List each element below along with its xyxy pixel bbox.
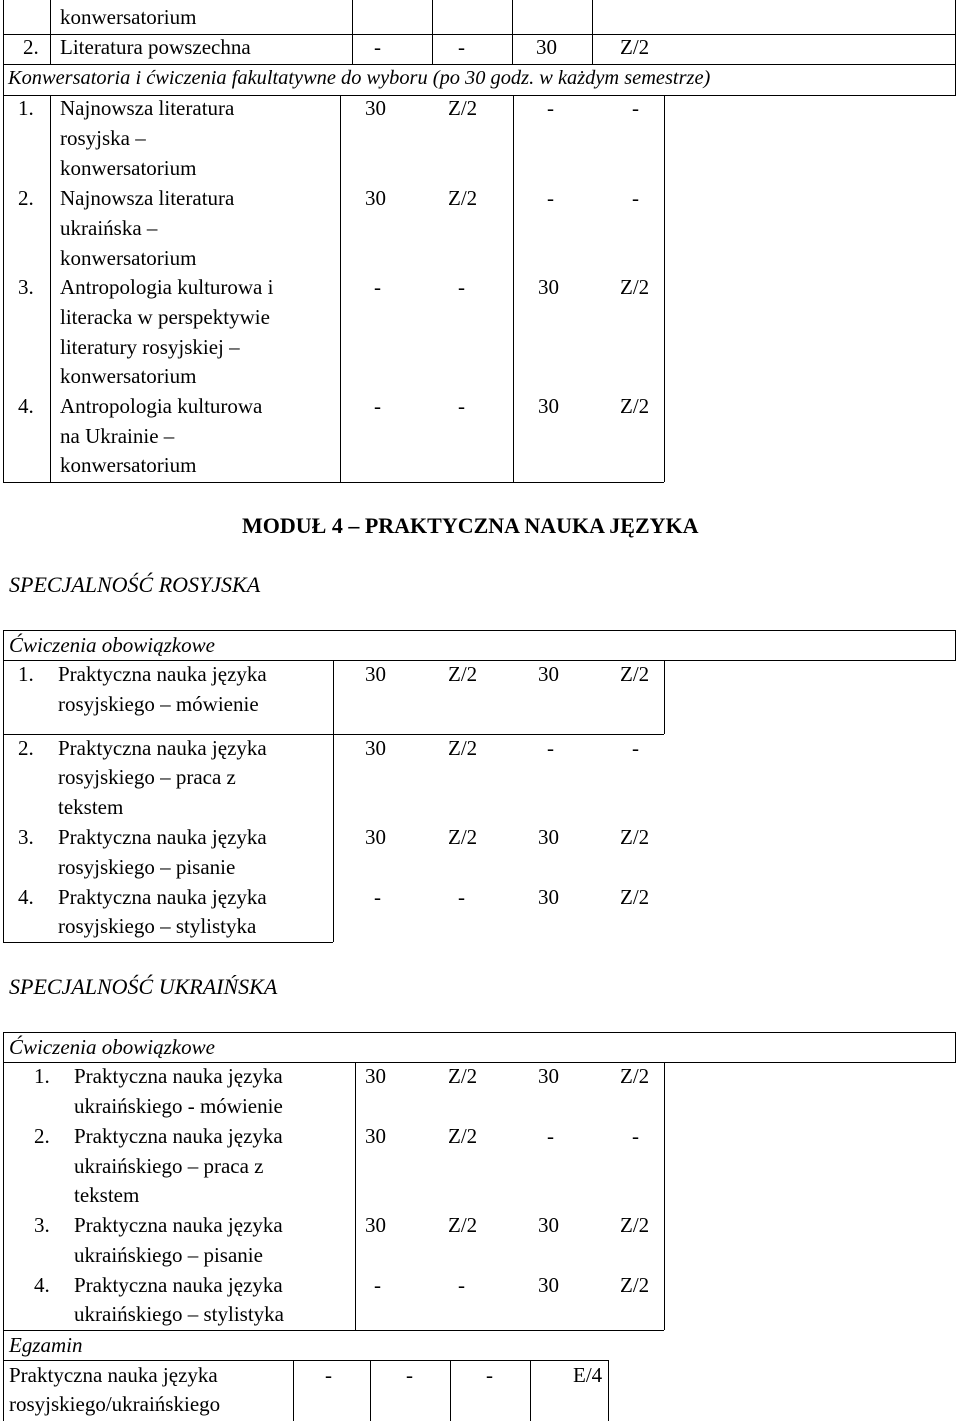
top-row1-c3: 30 [536, 35, 557, 59]
ua-row-3-line: Praktyczna nauka języka [74, 1213, 283, 1237]
ru-row-2-c4: - [632, 736, 639, 760]
ua-row-2-num: 2. [34, 1124, 50, 1148]
ua-row-3-c4: Z/2 [620, 1213, 650, 1237]
ua-row-4-line: ukraińskiego – stylistyka [74, 1302, 284, 1326]
elective-1-c4: - [632, 96, 639, 120]
elective-3-line: literatury rosyjskiej – [60, 335, 240, 359]
ua-row-3-c1: 30 [365, 1213, 386, 1237]
ru-row-1-line: Praktyczna nauka języka [58, 662, 267, 686]
ru-row-2-c1: 30 [365, 736, 386, 760]
ua-row-3-num: 3. [34, 1213, 50, 1237]
ua-row-2-line: ukraińskiego – praca z [74, 1154, 264, 1178]
exam-subject-line: Praktyczna nauka języka [9, 1363, 218, 1387]
ua-row-3-c3: 30 [538, 1213, 559, 1237]
elective-2-line: Najnowsza literatura [60, 186, 235, 210]
elective-2-c3: - [547, 186, 554, 210]
ru-row-4-c1: - [374, 885, 381, 909]
ua-row-2-line: tekstem [74, 1183, 140, 1207]
elective-2-c4: - [632, 186, 639, 210]
ua-row-4-c2: - [458, 1273, 465, 1297]
ua-row-2-c2: Z/2 [448, 1124, 478, 1148]
ua-row-3-line: ukraińskiego – pisanie [74, 1243, 263, 1267]
ru-row-4-line: rosyjskiego – stylistyka [58, 914, 257, 938]
elective-3-c2: - [458, 275, 465, 299]
elective-section-header: Konwersatoria i ćwiczenia fakultatywne do wyboru (po 30 godz. w każdym semestrze) [8, 67, 711, 89]
elective-1-line: Najnowsza literatura [60, 96, 235, 120]
top-row1-num: 2. [23, 35, 39, 59]
ru-row-4-c4: Z/2 [620, 885, 650, 909]
ua-row-1-num: 1. [34, 1064, 50, 1088]
ru-row-4-c3: 30 [538, 885, 559, 909]
ua-row-3-c2: Z/2 [448, 1213, 478, 1237]
elective-2-c2: Z/2 [448, 186, 478, 210]
ru-row-2-num: 2. [18, 736, 34, 760]
ua-row-1-line: Praktyczna nauka języka [74, 1064, 283, 1088]
ua-row-4-num: 4. [34, 1273, 50, 1297]
elective-2-line: konwersatorium [60, 246, 197, 270]
ru-row-2-c2: Z/2 [448, 736, 478, 760]
elective-2-c1: 30 [365, 186, 386, 210]
top-row1-c4: Z/2 [620, 35, 650, 59]
elective-3-c4: Z/2 [620, 275, 650, 299]
ua-row-1-c3: 30 [538, 1064, 559, 1088]
ua-row-1-line: ukraińskiego - mówienie [74, 1094, 283, 1118]
elective-2-num: 2. [18, 186, 34, 210]
ru-row-4-line: Praktyczna nauka języka [58, 885, 267, 909]
ru-row-3-c2: Z/2 [448, 825, 478, 849]
ua-row-4-c4: Z/2 [620, 1273, 650, 1297]
elective-4-line: Antropologia kulturowa [60, 394, 263, 418]
elective-4-c1: - [374, 394, 381, 418]
elective-4-line: na Ukrainie – [60, 424, 175, 448]
elective-3-line: literacka w perspektywie [60, 305, 270, 329]
elective-3-num: 3. [18, 275, 34, 299]
elective-1-line: rosyjska – [60, 126, 146, 150]
ru-row-2-line: tekstem [58, 795, 124, 819]
exam-c2: - [406, 1363, 413, 1387]
elective-2-line: ukraińska – [60, 216, 158, 240]
elective-3-c3: 30 [538, 275, 559, 299]
exam-c1: - [325, 1363, 332, 1387]
ru-row-3-line: Praktyczna nauka języka [58, 825, 267, 849]
elective-4-c4: Z/2 [620, 394, 650, 418]
elective-1-num: 1. [18, 96, 34, 120]
ua-row-2-line: Praktyczna nauka języka [74, 1124, 283, 1148]
elective-4-c3: 30 [538, 394, 559, 418]
exam-c3: - [486, 1363, 493, 1387]
elective-4-c2: - [458, 394, 465, 418]
ua-row-2-c4: - [632, 1124, 639, 1148]
ru-row-2-c3: - [547, 736, 554, 760]
elective-1-c3: - [547, 96, 554, 120]
elective-3-line: konwersatorium [60, 364, 197, 388]
top-row1-name: Literatura powszechna [60, 35, 251, 59]
exam-subject-line: rosyjskiego/ukraińskiego [9, 1392, 221, 1416]
ru-row-2-line: Praktyczna nauka języka [58, 736, 267, 760]
ua-row-1-c2: Z/2 [448, 1064, 478, 1088]
elective-1-c1: 30 [365, 96, 386, 120]
ru-row-3-line: rosyjskiego – pisanie [58, 855, 236, 879]
top-row1-c2: - [458, 35, 465, 59]
top-row0-text: konwersatorium [60, 5, 197, 29]
ua-row-4-line: Praktyczna nauka języka [74, 1273, 283, 1297]
ru-row-4-num: 4. [18, 885, 34, 909]
ru-subheading: Ćwiczenia obowiązkowe [9, 633, 215, 657]
ua-row-4-c3: 30 [538, 1273, 559, 1297]
ru-row-2-line: rosyjskiego – praca z [58, 765, 236, 789]
ru-row-1-c2: Z/2 [448, 662, 478, 686]
ru-row-3-num: 3. [18, 825, 34, 849]
ru-row-1-c1: 30 [365, 662, 386, 686]
ru-row-4-c2: - [458, 885, 465, 909]
ru-specialty-heading: SPECJALNOŚĆ ROSYJSKA [9, 572, 261, 597]
ru-row-3-c3: 30 [538, 825, 559, 849]
ua-row-1-c4: Z/2 [620, 1064, 650, 1088]
ru-row-3-c4: Z/2 [620, 825, 650, 849]
ru-row-1-c4: Z/2 [620, 662, 650, 686]
elective-3-c1: - [374, 275, 381, 299]
ua-row-1-c1: 30 [365, 1064, 386, 1088]
exam-c4: E/4 [573, 1363, 603, 1387]
ua-row-2-c1: 30 [365, 1124, 386, 1148]
ru-row-3-c1: 30 [365, 825, 386, 849]
ua-specialty-heading: SPECJALNOŚĆ UKRAIŃSKA [9, 974, 278, 999]
ru-row-1-num: 1. [18, 662, 34, 686]
elective-4-line: konwersatorium [60, 453, 197, 477]
elective-1-c2: Z/2 [448, 96, 478, 120]
ru-row-1-line: rosyjskiego – mówienie [58, 692, 259, 716]
ua-row-2-c3: - [547, 1124, 554, 1148]
elective-4-num: 4. [18, 394, 34, 418]
ua-row-4-c1: - [374, 1273, 381, 1297]
ua-subheading: Ćwiczenia obowiązkowe [9, 1035, 215, 1059]
exam-label: Egzamin [9, 1333, 83, 1357]
elective-3-line: Antropologia kulturowa i [60, 275, 274, 299]
elective-1-line: konwersatorium [60, 156, 197, 180]
module-title: MODUŁ 4 – PRAKTYCZNA NAUKA JĘZYKA [242, 513, 699, 538]
ru-row-1-c3: 30 [538, 662, 559, 686]
top-row1-c1: - [374, 35, 381, 59]
